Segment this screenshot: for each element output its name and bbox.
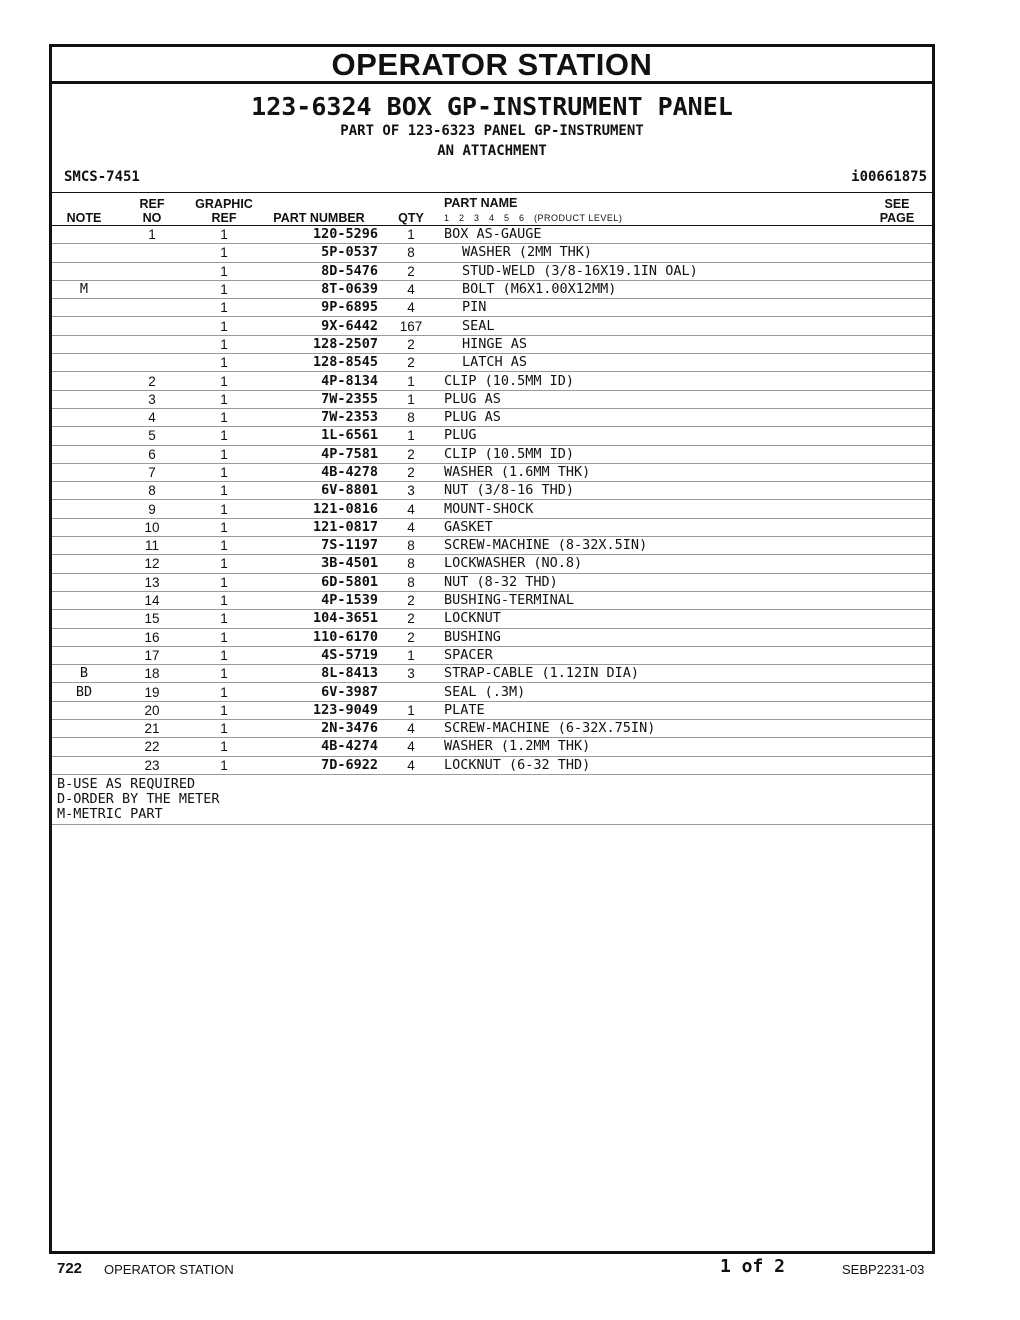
cell-qty: 2 [378,591,444,609]
cell-see [862,408,932,426]
cell-name: WASHER (2MM THK) [444,244,862,262]
cell-ref [116,299,188,317]
cell-note: BD [52,683,116,701]
cell-see [862,244,932,262]
cell-qty: 4 [378,720,444,738]
cell-qty: 1 [378,372,444,390]
cell-name: PLATE [444,701,862,719]
cell-note [52,720,116,738]
cell-graphic: 1 [188,299,260,317]
cell-ref: 21 [116,720,188,738]
table-row [52,280,932,298]
parts-table-header [52,193,932,226]
cell-see [862,518,932,536]
cell-see [862,756,932,774]
table-row [52,244,932,262]
cell-pn: 128-2507 [260,335,378,353]
cell-qty: 1 [378,427,444,445]
cell-graphic: 1 [188,591,260,609]
cell-ref: 4 [116,408,188,426]
cell-see [862,482,932,500]
cell-ref: 6 [116,445,188,463]
cell-name: LOCKNUT (6-32 THD) [444,756,862,774]
table-row [52,518,932,536]
cell-qty: 1 [378,646,444,664]
cell-pn: 4S-5719 [260,646,378,664]
table-row [52,646,932,664]
cell-pn: 2N-3476 [260,720,378,738]
table-row [52,226,932,244]
cell-ref [116,262,188,280]
cell-pn: 104-3651 [260,610,378,628]
smcs-row [52,165,932,187]
page-of: 1 of 2 [720,1256,786,1277]
cell-name: SCREW-MACHINE (8-32X.5IN) [444,537,862,555]
cell-qty: 2 [378,262,444,280]
cell-note [52,244,116,262]
cell-pn: 7S-1197 [260,537,378,555]
table-row [52,738,932,756]
table-row [52,299,932,317]
cell-note [52,299,116,317]
table-row [52,482,932,500]
cell-ref: 1 [116,226,188,244]
cell-note [52,591,116,609]
cell-qty: 167 [378,317,444,335]
cell-ref: 2 [116,372,188,390]
table-row [52,463,932,481]
cell-graphic: 1 [188,335,260,353]
doc-number: SEBP2231-03 [842,1262,925,1277]
cell-qty: 2 [378,354,444,372]
col-part-name: PART NAME 1 2 3 4 5 6 (PRODUCT LEVEL) [444,193,862,226]
cell-qty [378,683,444,701]
cell-see [862,591,932,609]
cell-see [862,665,932,683]
notes-legend [52,775,932,825]
table-row [52,500,932,518]
cell-graphic: 1 [188,372,260,390]
col-ref-no: REF NO [116,193,188,226]
cell-pn: 121-0816 [260,500,378,518]
cell-ref [116,280,188,298]
cell-see [862,463,932,481]
parts-table [52,192,932,775]
cell-pn: 6D-5801 [260,573,378,591]
cell-note [52,537,116,555]
table-row [52,408,932,426]
product-level-2: 2 [459,213,465,223]
cell-note [52,646,116,664]
cell-ref: 11 [116,537,188,555]
table-row [52,354,932,372]
cell-graphic: 1 [188,390,260,408]
table-row [52,262,932,280]
cell-qty: 8 [378,244,444,262]
cell-see [862,646,932,664]
cell-graphic: 1 [188,537,260,555]
cell-qty: 2 [378,628,444,646]
cell-name: BOLT (M6X1.00X12MM) [444,280,862,298]
cell-pn: 1L-6561 [260,427,378,445]
cell-note [52,427,116,445]
table-row [52,537,932,555]
cell-name: BUSHING [444,628,862,646]
col-qty: QTY [378,193,444,226]
table-row [52,610,932,628]
table-row [52,701,932,719]
cell-ref: 5 [116,427,188,445]
cell-name: BUSHING-TERMINAL [444,591,862,609]
cell-name: LOCKNUT [444,610,862,628]
cell-ref [116,244,188,262]
cell-name: MOUNT-SHOCK [444,500,862,518]
cell-pn: 120-5296 [260,226,378,244]
cell-ref: 19 [116,683,188,701]
page-number: 722 [57,1260,83,1277]
group-number: 123-6324 [251,92,372,121]
cell-graphic: 1 [188,701,260,719]
cell-qty: 4 [378,518,444,536]
cell-note [52,482,116,500]
cell-name: CLIP (10.5MM ID) [444,445,862,463]
cell-see [862,720,932,738]
cell-qty: 8 [378,555,444,573]
cell-graphic: 1 [188,244,260,262]
cell-see [862,280,932,298]
group-name: BOX GP-INSTRUMENT PANEL [386,92,733,121]
cell-pn: 4B-4278 [260,463,378,481]
cell-name: PLUG [444,427,862,445]
cell-pn: 128-8545 [260,354,378,372]
product-level-3: 3 [474,213,480,223]
cell-graphic: 1 [188,665,260,683]
product-levels: 1 2 3 4 5 6 (PRODUCT LEVEL) [444,213,623,223]
cell-graphic: 1 [188,628,260,646]
cell-graphic: 1 [188,610,260,628]
smcs-code: SMCS-7451 [64,169,140,185]
cell-qty: 1 [378,226,444,244]
cell-note [52,354,116,372]
cell-note [52,738,116,756]
cell-name: SEAL [444,317,862,335]
table-row [52,335,932,353]
cell-see [862,628,932,646]
cell-see [862,390,932,408]
cell-graphic: 1 [188,427,260,445]
cell-see [862,500,932,518]
product-level-1: 1 [444,213,450,223]
cell-note [52,628,116,646]
cell-pn: 9X-6442 [260,317,378,335]
cell-name: SPACER [444,646,862,664]
cell-pn: 4P-8134 [260,372,378,390]
illustration-id: i00661875 [851,169,927,185]
cell-note [52,408,116,426]
cell-note [52,335,116,353]
cell-qty: 4 [378,280,444,298]
cell-ref [116,354,188,372]
cell-note [52,573,116,591]
cell-ref [116,335,188,353]
cell-see [862,372,932,390]
product-level-4: 4 [489,213,495,223]
cell-ref: 16 [116,628,188,646]
cell-qty: 8 [378,537,444,555]
cell-graphic: 1 [188,518,260,536]
cell-name: WASHER (1.6MM THK) [444,463,862,481]
cell-qty: 2 [378,463,444,481]
group-heading [52,93,932,121]
note-line: B-USE AS REQUIRED [57,776,196,792]
cell-pn: 8L-8413 [260,665,378,683]
cell-pn: 121-0817 [260,518,378,536]
cell-see [862,701,932,719]
table-row [52,665,932,683]
cell-name: LATCH AS [444,354,862,372]
cell-see [862,555,932,573]
page-footer [0,1256,1020,1286]
cell-pn: 3B-4501 [260,555,378,573]
cell-qty: 4 [378,756,444,774]
cell-name: PLUG AS [444,390,862,408]
cell-graphic: 1 [188,555,260,573]
attachment-line: AN ATTACHMENT [437,143,547,159]
cell-graphic: 1 [188,756,260,774]
cell-qty: 4 [378,738,444,756]
cell-note [52,701,116,719]
cell-note [52,463,116,481]
cell-ref: 3 [116,390,188,408]
cell-see [862,610,932,628]
col-graphic-ref: GRAPHIC REF [188,193,260,226]
cell-name: PIN [444,299,862,317]
product-level-6: 6 [519,213,525,223]
cell-ref: 10 [116,518,188,536]
col-see-page: SEE PAGE [862,193,932,226]
cell-pn: 7W-2355 [260,390,378,408]
note-line: D-ORDER BY THE METER [57,791,220,807]
cell-pn: 110-6170 [260,628,378,646]
cell-note [52,756,116,774]
cell-ref: 9 [116,500,188,518]
cell-note [52,445,116,463]
cell-pn: 9P-6895 [260,299,378,317]
section-title: OPERATOR STATION [52,47,932,84]
cell-ref: 18 [116,665,188,683]
table-row [52,555,932,573]
cell-pn: 6V-3987 [260,683,378,701]
cell-pn: 8T-0639 [260,280,378,298]
cell-qty: 1 [378,701,444,719]
cell-graphic: 1 [188,738,260,756]
cell-graphic: 1 [188,317,260,335]
cell-qty: 2 [378,335,444,353]
cell-see [862,354,932,372]
cell-ref: 23 [116,756,188,774]
cell-graphic: 1 [188,354,260,372]
cell-graphic: 1 [188,482,260,500]
col-part-number: PART NUMBER [260,193,378,226]
cell-graphic: 1 [188,573,260,591]
cell-ref: 15 [116,610,188,628]
cell-qty: 3 [378,482,444,500]
cell-pn: 6V-8801 [260,482,378,500]
table-row [52,445,932,463]
table-row [52,573,932,591]
cell-ref: 7 [116,463,188,481]
col-note: NOTE [52,193,116,226]
cell-note [52,518,116,536]
cell-qty: 3 [378,665,444,683]
table-row [52,591,932,609]
cell-pn: 7W-2353 [260,408,378,426]
cell-qty: 4 [378,500,444,518]
cell-see [862,573,932,591]
cell-name: SEAL (.3M) [444,683,862,701]
cell-name: NUT (3/8-16 THD) [444,482,862,500]
cell-name: LOCKWASHER (NO.8) [444,555,862,573]
cell-ref: 22 [116,738,188,756]
table-row [52,720,932,738]
table-row [52,390,932,408]
cell-pn: 4P-1539 [260,591,378,609]
cell-ref: 17 [116,646,188,664]
cell-note [52,262,116,280]
cell-see [862,226,932,244]
cell-note [52,500,116,518]
cell-graphic: 1 [188,445,260,463]
cell-see [862,537,932,555]
cell-name: CLIP (10.5MM ID) [444,372,862,390]
cell-name: BOX AS-GAUGE [444,226,862,244]
parts-page-frame [49,44,935,1254]
cell-see [862,262,932,280]
cell-graphic: 1 [188,226,260,244]
cell-graphic: 1 [188,646,260,664]
cell-graphic: 1 [188,500,260,518]
table-row [52,427,932,445]
cell-ref: 12 [116,555,188,573]
product-level-5: 5 [504,213,510,223]
table-row [52,372,932,390]
cell-name: WASHER (1.2MM THK) [444,738,862,756]
cell-ref [116,317,188,335]
cell-name: GASKET [444,518,862,536]
cell-ref: 8 [116,482,188,500]
cell-graphic: 1 [188,683,260,701]
cell-ref: 14 [116,591,188,609]
cell-see [862,427,932,445]
cell-note: M [52,280,116,298]
cell-graphic: 1 [188,408,260,426]
cell-note [52,372,116,390]
cell-qty: 8 [378,573,444,591]
cell-see [862,738,932,756]
cell-name: HINGE AS [444,335,862,353]
cell-qty: 2 [378,445,444,463]
cell-see [862,299,932,317]
table-row [52,683,932,701]
cell-name: NUT (8-32 THD) [444,573,862,591]
cell-graphic: 1 [188,463,260,481]
cell-ref: 13 [116,573,188,591]
cell-pn: 8D-5476 [260,262,378,280]
cell-note [52,610,116,628]
cell-pn: 5P-0537 [260,244,378,262]
cell-pn: 4P-7581 [260,445,378,463]
cell-graphic: 1 [188,720,260,738]
cell-name: SCREW-MACHINE (6-32X.75IN) [444,720,862,738]
table-row [52,317,932,335]
table-row [52,628,932,646]
cell-note [52,226,116,244]
cell-note [52,317,116,335]
cell-see [862,317,932,335]
note-line: M-METRIC PART [57,806,163,822]
cell-see [862,335,932,353]
cell-note: B [52,665,116,683]
cell-pn: 4B-4274 [260,738,378,756]
cell-qty: 1 [378,390,444,408]
cell-name: PLUG AS [444,408,862,426]
cell-see [862,683,932,701]
cell-ref: 20 [116,701,188,719]
cell-graphic: 1 [188,262,260,280]
cell-pn: 123-9049 [260,701,378,719]
cell-see [862,445,932,463]
table-row [52,756,932,774]
cell-name: STUD-WELD (3/8-16X19.1IN OAL) [444,262,862,280]
footer-page-title: OPERATOR STATION [104,1262,234,1277]
cell-note [52,555,116,573]
cell-note [52,390,116,408]
cell-pn: 7D-6922 [260,756,378,774]
cell-name: STRAP-CABLE (1.12IN DIA) [444,665,862,683]
cell-qty: 8 [378,408,444,426]
part-of-line: PART OF 123-6323 PANEL GP-INSTRUMENT [340,123,644,139]
cell-qty: 2 [378,610,444,628]
cell-qty: 4 [378,299,444,317]
cell-graphic: 1 [188,280,260,298]
